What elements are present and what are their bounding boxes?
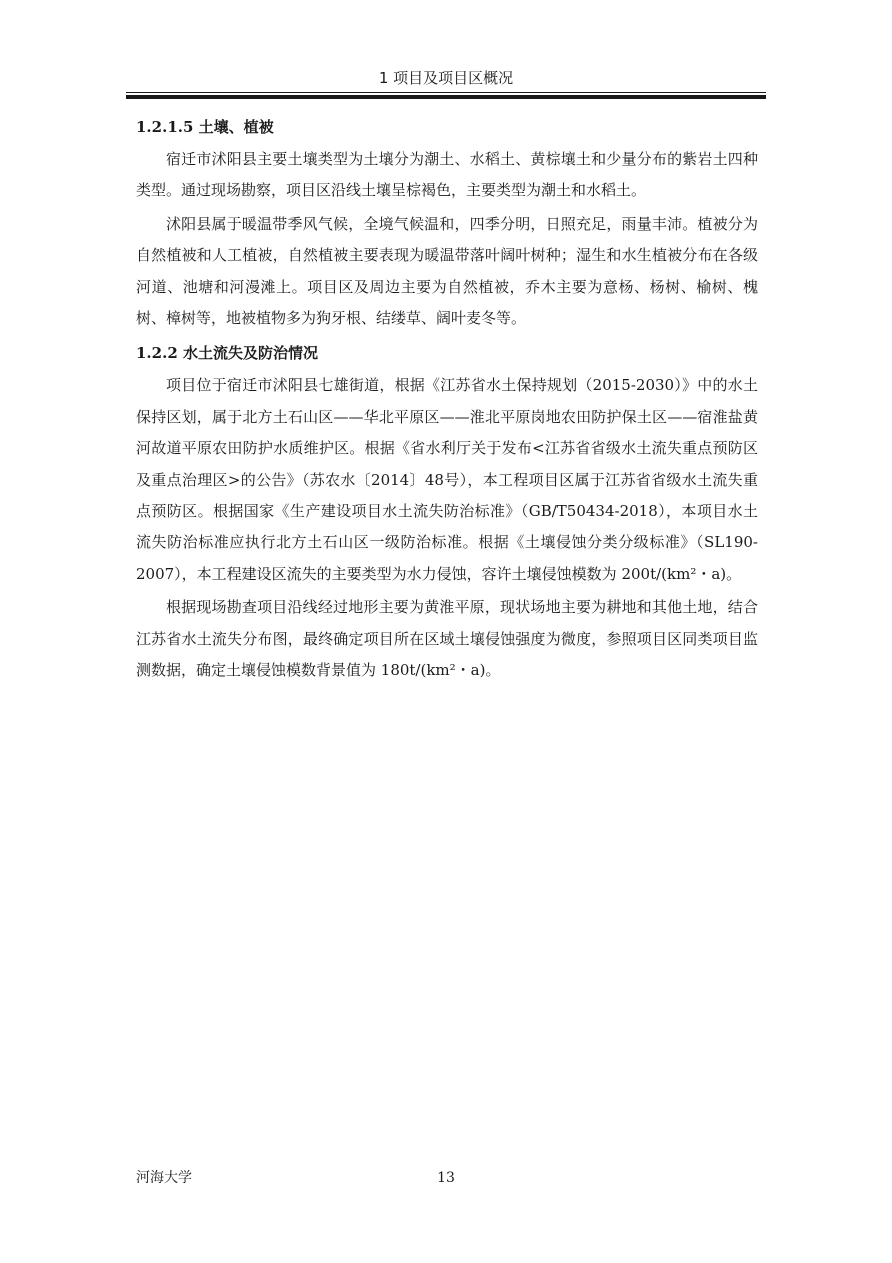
paragraph-erosion-background: 根据现场勘查项目沿线经过地形主要为黄淮平原，现状场地主要为耕地和其他土地，结合江苏省水土流失分布图，最终确定项目所在区域土壤侵蚀强度为微度，参照项目区同类项目监测数据，确定土壤侵蚀模数背景值为 180t/(km²・a)。 <box>136 598 758 680</box>
header-rule-thick <box>126 95 766 99</box>
header-rule-thin <box>126 92 766 93</box>
footer-page-number: 13 <box>437 1170 455 1186</box>
running-header-title: 1 项目及项目区概况 <box>378 69 514 87</box>
section-heading-soil-vegetation: 1.2.1.5 土壤、植被 <box>136 118 274 136</box>
paragraph-erosion-zoning: 项目位于宿迁市沭阳县七雄街道，根据《江苏省水土保持规划（2015-2030）》中的水土保持区划，属于北方土石山区——华北平原区——淮北平原岗地农田防护保土区——宿淮盐黄河故道平原农田防护水质维护区。根据《省水利厅关于发布<江苏省省级水土流失重点预防区及重点治理区>的公告》（苏农水〔2014〕48号），本工程项目区属于江苏省省级水土流失重点预防区。根据国家《生产建设项目水土流失防治标准》（GB/T50434-2018），本项目水土流失防治标准应执行北方土石山区一级防治标准。根据《土壤侵蚀分类分级标准》（SL190-2007），本工程建设区流失的主要类型为水力侵蚀，容许土壤侵蚀模数为 200t/(km²・a)。 <box>136 376 758 583</box>
paragraph-vegetation: 沭阳县属于暖温带季风气候，全境气候温和，四季分明，日照充足，雨量丰沛。植被分为自然植被和人工植被，自然植被主要表现为暖温带落叶阔叶树种；湿生和水生植被分布在各级河道、池塘和河漫滩上。项目区及周边主要为自然植被，乔木主要为意杨、杨树、榆树、槐树、樟树等，地被植物多为狗牙根、结缕草、阔叶麦冬等。 <box>136 214 758 328</box>
footer-institution: 河海大学 <box>136 1170 192 1186</box>
section-heading-erosion: 1.2.2 水土流失及防治情况 <box>136 344 318 363</box>
paragraph-soil-types: 宿迁市沭阳县主要土壤类型为土壤分为潮土、水稻土、黄棕壤土和少量分布的紫岩土四种类型。通过现场勘察，项目区沿线土壤呈棕褐色，主要类型为潮土和水稻土。 <box>136 150 758 200</box>
body-content <box>136 110 758 689</box>
